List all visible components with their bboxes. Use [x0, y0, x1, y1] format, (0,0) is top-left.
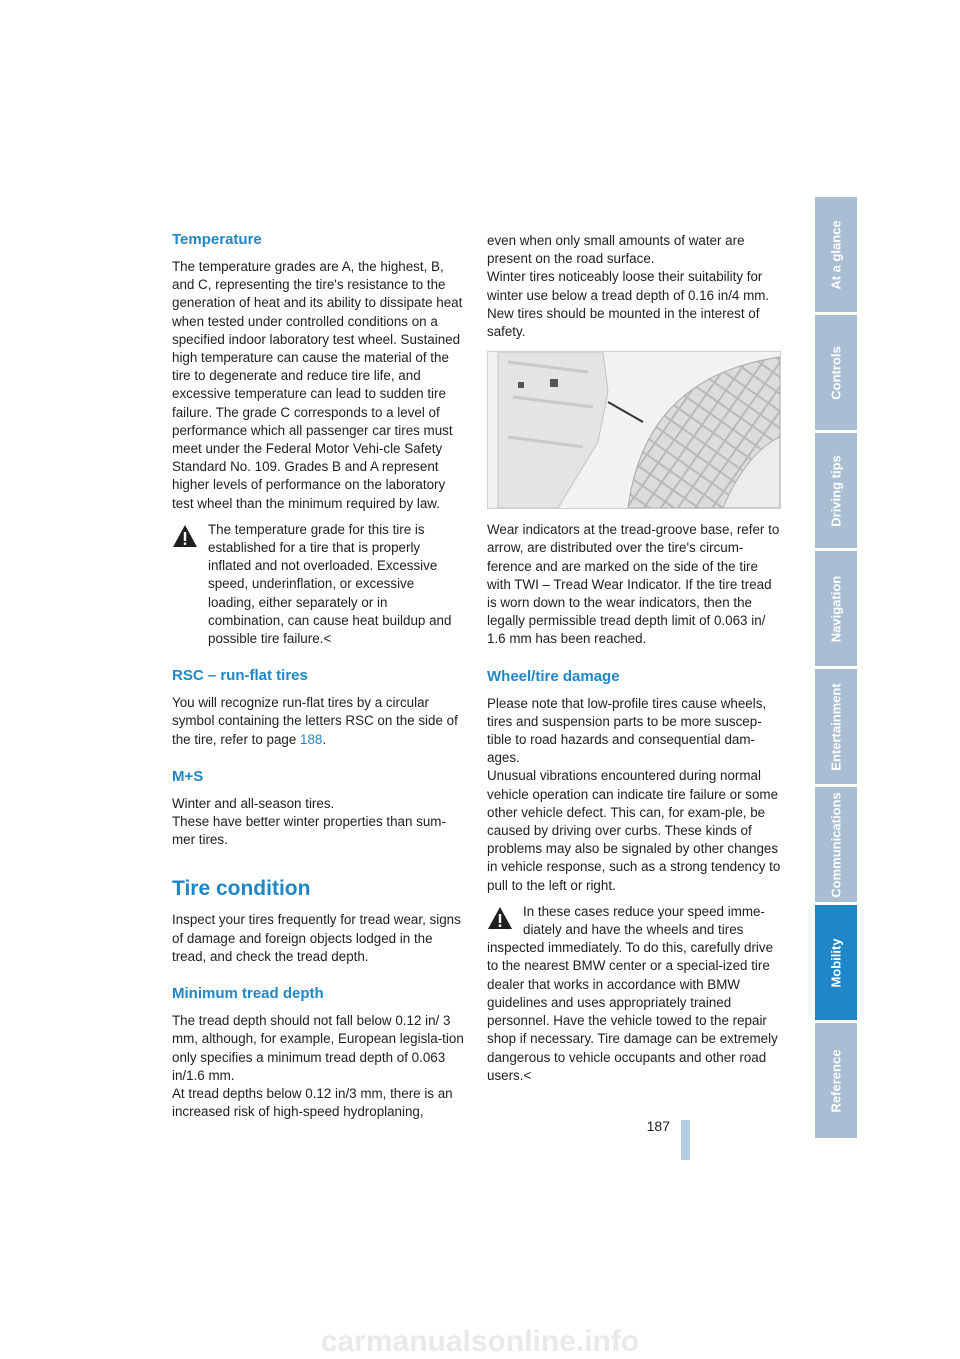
ms-line-2: These have better winter properties than sum-mer tires. — [172, 814, 446, 848]
tab-label: Navigation — [828, 575, 844, 642]
tab-label: Communications — [828, 791, 844, 898]
damage-warning-line-1: In these cases reduce your speed imme- — [523, 903, 765, 919]
tire-condition-text: Inspect your tires frequently for tread wear, signs of damage and foreign objects lodged in the tread, and check the tread depth. — [172, 912, 461, 964]
damage-warning-rest: inspected immediately. To do this, carefully drive to the nearest BMW center or a special-ized tire dealer that works in accordance with BMW guidelines and uses appropriately trained personnel. Have the vehicle towed to the repair shop if necessary. Tire damage can be extremely dangerous to vehicle occupants and other road users.< — [487, 940, 778, 1083]
wheel-damage-heading: Wheel/tire damage — [487, 667, 620, 685]
temperature-warning-rest: established for a tire that is properly inflated and not overloaded. Excessive speed, underinflation, or excessive loading, either separately or in combination, can cause heat buildup and possible tire failure.< — [208, 540, 452, 647]
tire-condition-heading: Tire condition — [172, 877, 311, 901]
rsc-heading: RSC – run-flat tires — [172, 667, 308, 685]
wheel-damage-text-2: Unusual vibrations encountered during normal vehicle operation can indicate tire failure or some other vehicle defect. This can, for exam-ple, be caused by driving over curbs. These kinds of problems may also be signaled by other changes in vehicle response, such as a strong tendency to pull to the left or right. — [487, 768, 781, 893]
right-column — [487, 232, 781, 1085]
rsc-text: You will recognize run-flat tires by a circular symbol containing the letters RSC on the side of the tire, refer to page 188. — [172, 695, 458, 747]
min-tread-heading: Minimum tread depth — [172, 985, 324, 1003]
wear-indicator-text: Wear indicators at the tread-groove base, refer to arrow, are distributed over the tire's circum-ference and are marked on the side of the tire with TWI – Tread Wear Indicator. If the tire tread is worn down to the wear indicators, then the legally permissible tread depth limit of 0.063 in/ 1.6 mm has been reached. — [487, 522, 780, 647]
continued-text-2: Winter tires noticeably loose their suitability for winter use below a tread depth of 0.16 in/4 mm. New tires should be mounted in the interest of safety. — [487, 269, 770, 340]
temperature-warning — [172, 521, 464, 648]
ms-heading: M+S — [172, 767, 204, 785]
warning-icon — [487, 906, 513, 930]
left-column — [172, 230, 464, 1121]
tab-mobility[interactable] — [815, 905, 857, 1023]
tab-driving-tips[interactable] — [815, 433, 857, 551]
page-number: 187 — [646, 1118, 670, 1134]
tab-label: At a glance — [828, 219, 844, 290]
tab-label: Mobility — [828, 937, 844, 988]
continued-text-1: even when only small amounts of water are present on the road surface. — [487, 233, 745, 267]
wheel-damage-text-1: Please note that low-profile tires cause wheels, tires and suspension parts to be more suscep-tible to road hazards and consequential dam-ages. — [487, 695, 767, 766]
min-tread-text-2: At tread depths below 0.12 in/3 mm, there is an increased risk of high-speed hydroplaning, — [172, 1085, 453, 1120]
tab-at-a-glance[interactable] — [815, 197, 857, 315]
tab-label: Controls — [828, 345, 844, 400]
tab-navigation[interactable] — [815, 551, 857, 669]
page-marker-bar — [681, 1120, 690, 1160]
temperature-heading: Temperature — [172, 231, 262, 248]
tab-reference[interactable] — [815, 1023, 857, 1141]
page-link-188[interactable]: 188 — [300, 731, 323, 747]
tab-label: Entertainment — [828, 682, 844, 771]
tab-label: Reference — [828, 1049, 844, 1112]
temperature-warning-first-line: The temperature grade for this tire is — [208, 521, 425, 537]
tab-entertainment[interactable] — [815, 669, 857, 787]
tire-tread-illustration — [487, 351, 781, 509]
damage-warning — [487, 903, 781, 1085]
temperature-text: The temperature grades are A, the highest, B, and C, representing the tire's resistance to the generation of heat and its ability to dissipate heat when tested under controlled conditions on a specified indoor laboratory test wheel. Sustained high temperature can cause the material of the tire to degenerate and reduce tire life, and excessive temperature can lead to sudden tire failure. The grade C corresponds to a level of performance which all passenger car tires must meet under the Federal Motor Vehi-cle Safety Standard No. 109. Grades B and A represent higher levels of performance on the laboratory test wheel than the minimum required by law. — [172, 259, 463, 511]
tab-communications[interactable] — [815, 787, 857, 905]
chapter-tabs — [815, 197, 857, 1141]
warning-icon — [172, 524, 198, 548]
tire-image — [488, 352, 780, 508]
min-tread-text-1: The tread depth should not fall below 0.12 in/ 3 mm, although, for example, European legisla-tion only specifies a minimum tread depth of 0.063 in/1.6 mm. — [172, 1013, 464, 1083]
damage-warning-line-2: diately and have the wheels and tires — [523, 922, 744, 938]
watermark: carmanualsonline.info — [320, 1325, 640, 1358]
ms-line-1: Winter and all-season tires. — [172, 795, 335, 811]
tab-controls[interactable] — [815, 315, 857, 433]
tab-label: Driving tips — [828, 454, 844, 527]
